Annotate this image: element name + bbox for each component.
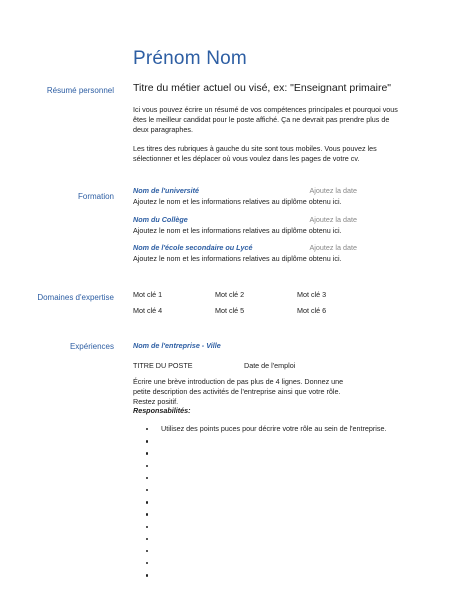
position-date: Date de l'emploi: [244, 361, 296, 370]
bullet-item: [146, 570, 406, 582]
keyword: Mot clé 4: [133, 306, 163, 315]
education-institution: Nom du Collège: [133, 215, 188, 224]
education-entry: [133, 214, 357, 236]
bullet-item: [146, 448, 406, 460]
bullet-item: [146, 546, 406, 558]
bullet-dot-icon: [146, 574, 148, 576]
bullet-item: [146, 497, 406, 509]
bullet-dot-icon: [146, 550, 148, 552]
experience-intro: Écrire une brève introduction de pas plus de 4 lignes. Donnez une petite description des activités de l'entreprise ainsi que votre rôle. Restez positif.: [133, 377, 344, 407]
position-title: TITRE DU POSTE: [133, 361, 193, 370]
summary-paragraph-1: Ici vous pouvez écrire un résumé de vos compétences principales et pourquoi vous êtes le meilleur candidat pour le poste affiché. Ça ne devrait pas prendre plus de deux paragraphes.: [133, 105, 398, 135]
bullet-dot-icon: [146, 428, 148, 430]
education-date: Ajoutez la date: [309, 243, 357, 252]
education-entry: [133, 242, 357, 264]
bullet-dot-icon: [146, 452, 148, 454]
education-date: Ajoutez la date: [309, 215, 357, 224]
bullet-dot-icon: [146, 526, 148, 528]
section-label-expertise: Domaines d'expertise: [37, 293, 114, 302]
bullet-dot-icon: [146, 513, 148, 515]
keyword: Mot clé 1: [133, 290, 163, 299]
education-institution: Nom de l'école secondaire ou Lycé: [133, 243, 253, 252]
keyword: Mot clé 6: [297, 306, 327, 315]
keyword: Mot clé 2: [215, 290, 245, 299]
bullet-item: [146, 522, 406, 534]
bullet-dot-icon: [146, 440, 148, 442]
summary-paragraph-2: Les titres des rubriques à gauche du site sont tous mobiles. Vous pouvez les sélectionner et les déplacer où vous voulez dans les pages de votre cv.: [133, 144, 377, 164]
candidate-name: Prénom Nom: [133, 48, 247, 69]
bullet-dot-icon: [146, 465, 148, 467]
bullet-text: Utilisez des points puces pour décrire votre rôle au sein de l'entreprise.: [161, 424, 387, 433]
education-description: Ajoutez le nom et les informations relatives au diplôme obtenu ici.: [133, 197, 342, 206]
section-label-resume: Résumé personnel: [46, 86, 114, 95]
bullet-item: [146, 461, 406, 473]
bullet-dot-icon: [146, 477, 148, 479]
keyword: Mot clé 5: [215, 306, 245, 315]
education-institution: Nom de l'université: [133, 186, 200, 195]
section-label-formation: Formation: [77, 192, 114, 201]
bullet-dot-icon: [146, 538, 148, 540]
keyword: Mot clé 3: [297, 290, 327, 299]
bullet-dot-icon: [146, 562, 148, 564]
education-entry: [133, 185, 357, 207]
section-label-experience: Expériences: [69, 342, 114, 351]
education-description: Ajoutez le nom et les informations relatives au diplôme obtenu ici.: [133, 226, 342, 235]
job-title: Titre du métier actuel ou visé, ex: "Enseignant primaire": [133, 82, 392, 94]
bullet-item: [146, 534, 406, 546]
responsibilities-label: Responsabilités:: [133, 406, 191, 415]
bullet-dot-icon: [146, 489, 148, 491]
education-date: Ajoutez la date: [309, 186, 357, 195]
bullet-item: [146, 558, 406, 570]
bullet-item: [146, 424, 406, 436]
bullet-item: [146, 509, 406, 521]
responsibilities-list: [146, 424, 406, 582]
education-description: Ajoutez le nom et les informations relatives au diplôme obtenu ici.: [133, 254, 342, 263]
bullet-item: [146, 436, 406, 448]
bullet-item: [146, 485, 406, 497]
company-name: Nom de l'entreprise - Ville: [133, 341, 221, 350]
bullet-item: [146, 473, 406, 485]
bullet-dot-icon: [146, 501, 148, 503]
